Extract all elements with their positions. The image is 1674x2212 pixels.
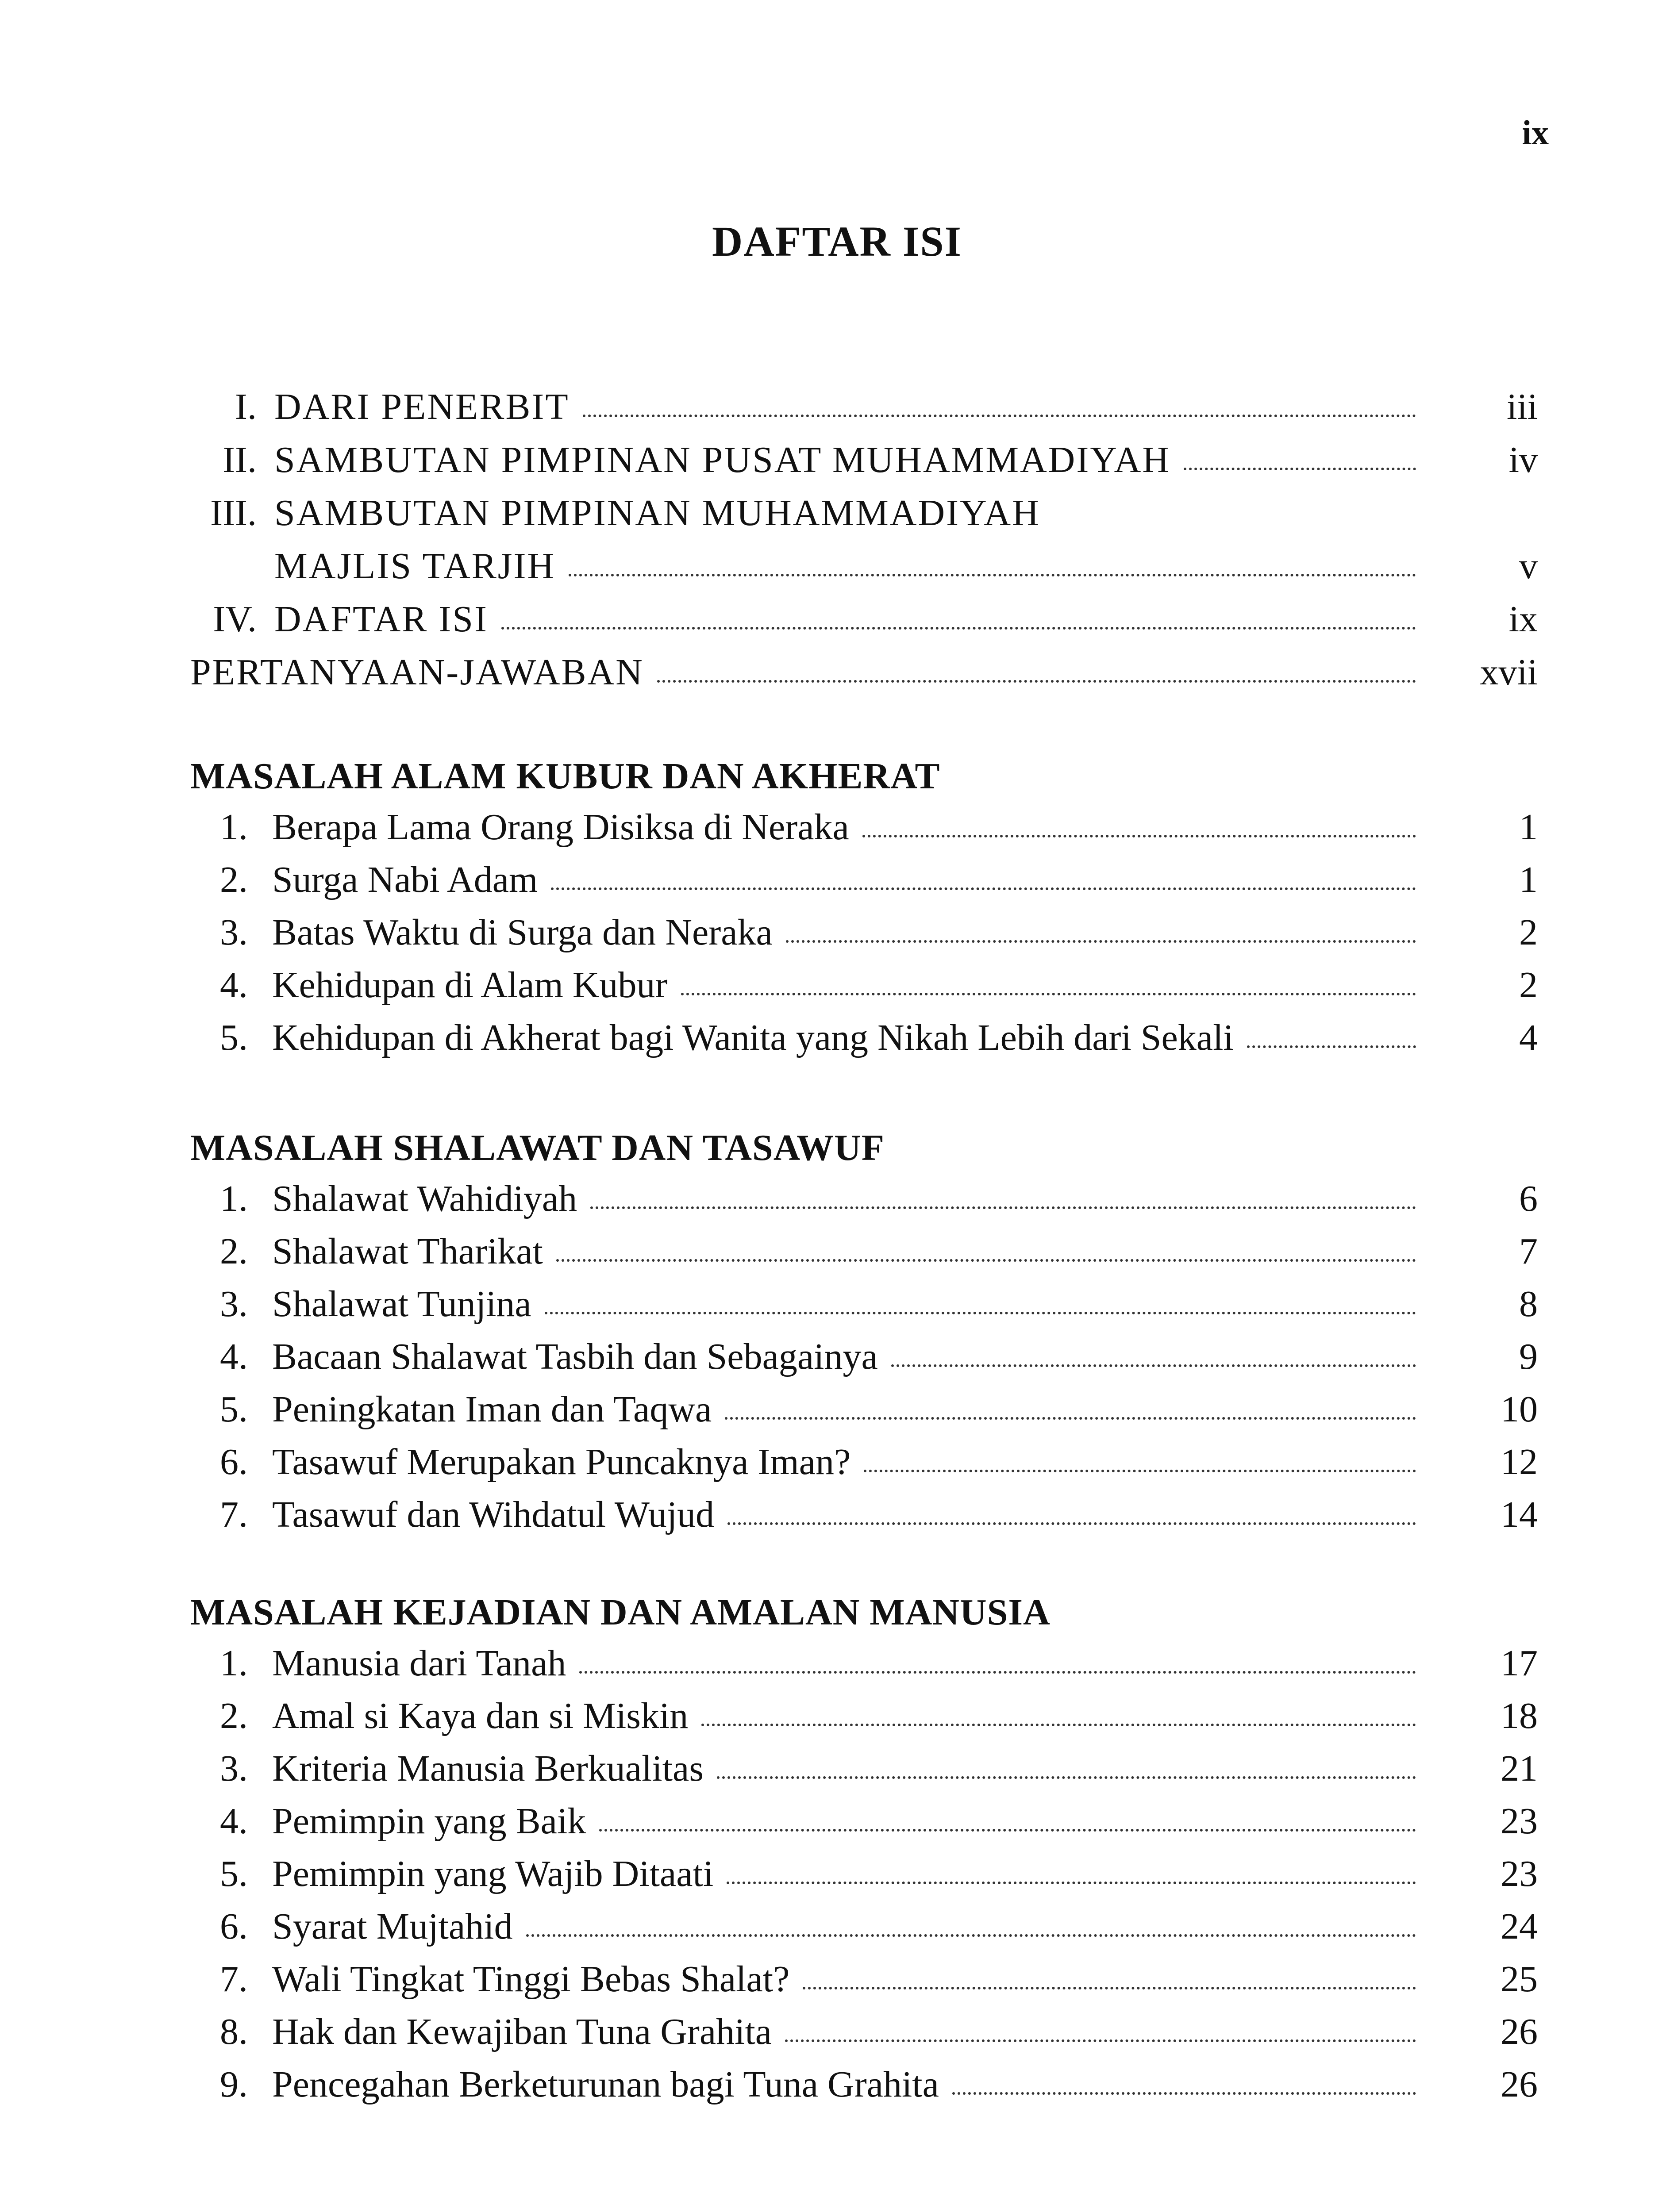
toc-entry <box>0 1438 1674 1486</box>
dot-leader <box>599 1829 1416 1832</box>
dot-leader <box>579 1671 1416 1674</box>
entry-page-number: 14 <box>1501 1494 1538 1535</box>
toc-entry <box>0 1744 1674 1793</box>
entry-title: Manusia dari Tanah <box>272 1643 566 1684</box>
entry-number: 3. <box>220 1748 248 1789</box>
entry-title: Peningkatan Iman dan Taqwa <box>272 1389 712 1430</box>
toc-entry <box>0 1490 1674 1539</box>
entry-title: MAJLIS TARJIH <box>274 545 556 587</box>
section-heading: MASALAH ALAM KUBUR DAN AKHERAT <box>190 756 940 797</box>
entry-title: Shalawat Wahidiyah <box>272 1178 577 1219</box>
entry-page-number: xvii <box>1480 652 1538 693</box>
entry-page-number: 6 <box>1519 1178 1538 1219</box>
entry-number: III. <box>210 492 257 534</box>
entry-number: 4. <box>220 1336 248 1377</box>
toc-entry <box>0 648 1674 697</box>
entry-title: Berapa Lama Orang Disiksa di Neraka <box>272 806 849 848</box>
entry-title: Surga Nabi Adam <box>272 859 538 900</box>
entry-page-number: 2 <box>1519 964 1538 1006</box>
entry-page-number: 1 <box>1519 859 1538 900</box>
entry-page-number: 26 <box>1501 2011 1538 2052</box>
dot-leader <box>681 993 1416 995</box>
dot-leader <box>725 1417 1416 1420</box>
dot-leader <box>727 1882 1416 1884</box>
toc-entry <box>0 542 1674 591</box>
toc-entry <box>0 1227 1674 1276</box>
entry-number: 8. <box>220 2011 248 2052</box>
entry-title: DAFTAR ISI <box>274 599 488 640</box>
toc-entry <box>0 856 1674 904</box>
entry-number: 5. <box>220 1853 248 1894</box>
entry-title: DARI PENERBIT <box>274 386 570 427</box>
dot-leader <box>569 574 1416 576</box>
dot-leader <box>657 680 1416 683</box>
entry-page-number: 2 <box>1519 912 1538 953</box>
entry-page-number: iv <box>1509 439 1538 480</box>
entry-page-number: 9 <box>1519 1336 1538 1377</box>
entry-title: Bacaan Shalawat Tasbih dan Sebagainya <box>272 1336 878 1377</box>
entry-title: Shalawat Tharikat <box>272 1231 543 1272</box>
dot-leader <box>556 1259 1416 1262</box>
entry-page-number: 18 <box>1501 1695 1538 1736</box>
section-heading-row <box>0 1124 1674 1172</box>
toc-entry <box>0 2060 1674 2109</box>
entry-page-number: 21 <box>1501 1748 1538 1789</box>
section-heading-row <box>0 752 1674 801</box>
entry-title: PERTANYAAN-JAWABAN <box>190 652 644 693</box>
entry-page-number: 25 <box>1501 1959 1538 2000</box>
toc-entry <box>0 2008 1674 2056</box>
entry-title: Pemimpin yang Baik <box>272 1801 586 1842</box>
entry-number: 6. <box>220 1906 248 1947</box>
entry-title: Pemimpin yang Wajib Ditaati <box>272 1853 714 1894</box>
dot-leader <box>545 1312 1416 1314</box>
dot-leader <box>590 1206 1416 1209</box>
entry-page-number: 1 <box>1519 806 1538 848</box>
toc-entry <box>0 1902 1674 1951</box>
entry-title: SAMBUTAN PIMPINAN PUSAT MUHAMMADIYAH <box>274 439 1170 480</box>
dot-leader <box>952 2092 1416 2095</box>
entry-number: 7. <box>220 1494 248 1535</box>
toc-entry <box>0 1692 1674 1740</box>
entry-page-number: 23 <box>1501 1853 1538 1894</box>
entry-title: Hak dan Kewajiban Tuna Grahita <box>272 2011 772 2052</box>
entry-number: 5. <box>220 1389 248 1430</box>
section-heading: MASALAH KEJADIAN DAN AMALAN MANUSIA <box>190 1592 1051 1633</box>
dot-leader <box>862 835 1416 837</box>
entry-page-number: iii <box>1506 386 1538 427</box>
toc-entry <box>0 1797 1674 1846</box>
toc-entry <box>0 489 1674 538</box>
entry-page-number: ix <box>1509 599 1538 640</box>
page-number: ix <box>1522 113 1549 152</box>
dot-leader <box>501 627 1416 630</box>
toc-entry <box>0 1385 1674 1434</box>
dot-leader <box>864 1470 1416 1472</box>
entry-number: 3. <box>220 912 248 953</box>
entry-number: 4. <box>220 964 248 1006</box>
entry-page-number: 10 <box>1501 1389 1538 1430</box>
section-heading-row <box>0 1588 1674 1637</box>
dot-leader <box>727 1522 1416 1525</box>
entry-number: 1. <box>220 1178 248 1219</box>
section-heading: MASALAH SHALAWAT DAN TASAWUF <box>190 1127 885 1168</box>
toc-entry <box>0 1955 1674 2004</box>
entry-page-number: 23 <box>1501 1801 1538 1842</box>
entry-number: I. <box>235 386 257 427</box>
entry-number: IV. <box>213 599 257 640</box>
dot-leader <box>1247 1045 1416 1048</box>
entry-title: Syarat Mujtahid <box>272 1906 513 1947</box>
entry-number: II. <box>223 439 257 480</box>
entry-title: Tasawuf dan Wihdatul Wujud <box>272 1494 715 1535</box>
dot-leader <box>717 1776 1416 1779</box>
entry-number: 2. <box>220 1695 248 1736</box>
entry-number: 4. <box>220 1801 248 1842</box>
entry-title: Kriteria Manusia Berkualitas <box>272 1748 704 1789</box>
entry-page-number: 17 <box>1501 1643 1538 1684</box>
dot-leader <box>786 940 1416 943</box>
page-title: DAFTAR ISI <box>712 218 962 265</box>
entry-page-number: 24 <box>1501 1906 1538 1947</box>
dot-leader <box>701 1724 1416 1726</box>
entry-number: 5. <box>220 1017 248 1058</box>
entry-title: SAMBUTAN PIMPINAN MUHAMMADIYAH <box>274 492 1040 534</box>
toc-entry <box>0 1333 1674 1381</box>
entry-title: Amal si Kaya dan si Miskin <box>272 1695 689 1736</box>
entry-page-number: v <box>1519 545 1538 587</box>
dot-leader <box>526 1934 1416 1937</box>
dot-leader <box>1184 468 1416 470</box>
dot-leader <box>803 1987 1416 1989</box>
toc-entry <box>0 383 1674 431</box>
entry-number: 1. <box>220 806 248 848</box>
toc-entry <box>0 1280 1674 1329</box>
toc-entry <box>0 595 1674 644</box>
entry-number: 3. <box>220 1283 248 1325</box>
entry-title: Kehidupan di Akherat bagi Wanita yang Nikah Lebih dari Sekali <box>272 1017 1234 1058</box>
entry-number: 2. <box>220 859 248 900</box>
toc-entry <box>0 1639 1674 1688</box>
entry-page-number: 26 <box>1501 2064 1538 2105</box>
toc-entry <box>0 1014 1674 1062</box>
entry-title: Kehidupan di Alam Kubur <box>272 964 668 1006</box>
toc-entry <box>0 1850 1674 1898</box>
dot-leader <box>891 1364 1416 1367</box>
entry-number: 6. <box>220 1441 248 1482</box>
toc-entry <box>0 803 1674 852</box>
entry-title: Tasawuf Merupakan Puncaknya Iman? <box>272 1441 851 1482</box>
toc-entry <box>0 436 1674 484</box>
dot-leader <box>551 887 1416 890</box>
entry-number: 7. <box>220 1959 248 2000</box>
entry-page-number: 8 <box>1519 1283 1538 1325</box>
entry-title: Pencegahan Berketurunan bagi Tuna Grahita <box>272 2064 939 2105</box>
toc-entry <box>0 908 1674 957</box>
entry-number: 1. <box>220 1643 248 1684</box>
entry-number: 9. <box>220 2064 248 2105</box>
toc-entry <box>0 961 1674 1010</box>
dot-leader <box>785 2039 1416 2042</box>
entry-title: Batas Waktu di Surga dan Neraka <box>272 912 773 953</box>
toc-entry <box>0 1175 1674 1223</box>
entry-number: 2. <box>220 1231 248 1272</box>
entry-page-number: 4 <box>1519 1017 1538 1058</box>
entry-title: Wali Tingkat Tinggi Bebas Shalat? <box>272 1959 790 2000</box>
dot-leader <box>583 415 1416 417</box>
entry-page-number: 12 <box>1501 1441 1538 1482</box>
entry-page-number: 7 <box>1519 1231 1538 1272</box>
entry-title: Shalawat Tunjina <box>272 1283 531 1325</box>
